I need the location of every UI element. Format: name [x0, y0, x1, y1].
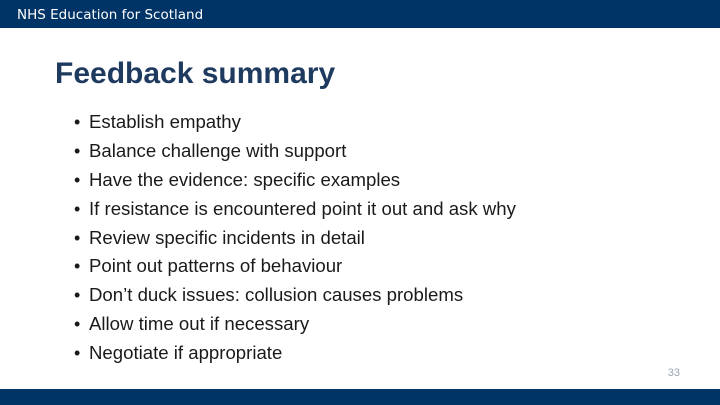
- organization-name: NHS Education for Scotland: [17, 7, 204, 23]
- slide-title: Feedback summary: [55, 57, 336, 90]
- footer-bar: [0, 389, 720, 405]
- bullet-item: [0, 137, 620, 166]
- bullet-item: [0, 166, 620, 195]
- bullet-text: Balance challenge with support: [89, 139, 347, 161]
- bullet-text: Review specific incidents in detail: [89, 226, 365, 248]
- bullet-list: [0, 108, 620, 368]
- bullet-text: Point out patterns of behaviour: [89, 255, 343, 277]
- bullet-marker: •: [74, 112, 81, 132]
- bullet-marker: •: [74, 343, 81, 364]
- bullet-item: [0, 224, 620, 253]
- bullet-marker: •: [74, 198, 81, 219]
- bullet-marker: •: [74, 256, 81, 277]
- bullet-item: [0, 281, 620, 310]
- bullet-text: Don’t duck issues: collusion causes problems: [89, 284, 464, 306]
- bullet-marker: •: [74, 169, 81, 190]
- bullet-text: If resistance is encountered point it out and ask why: [89, 197, 516, 219]
- bullet-text: Establish empathy: [89, 111, 241, 132]
- bullet-text: Allow time out if necessary: [89, 313, 310, 335]
- bullet-item: [0, 108, 620, 137]
- bullet-item: [0, 195, 620, 224]
- bullet-item: [0, 252, 620, 281]
- page-number: 33: [667, 367, 680, 379]
- bullet-marker: •: [74, 140, 81, 161]
- bullet-item: [0, 310, 620, 339]
- bullet-marker: •: [74, 314, 81, 335]
- bullet-item: [0, 339, 620, 368]
- bullet-marker: •: [74, 227, 81, 248]
- bullet-text: Have the evidence: specific examples: [89, 168, 401, 190]
- bullet-text: Negotiate if appropriate: [89, 342, 283, 364]
- header-bar: [0, 0, 720, 28]
- bullet-marker: •: [74, 285, 81, 306]
